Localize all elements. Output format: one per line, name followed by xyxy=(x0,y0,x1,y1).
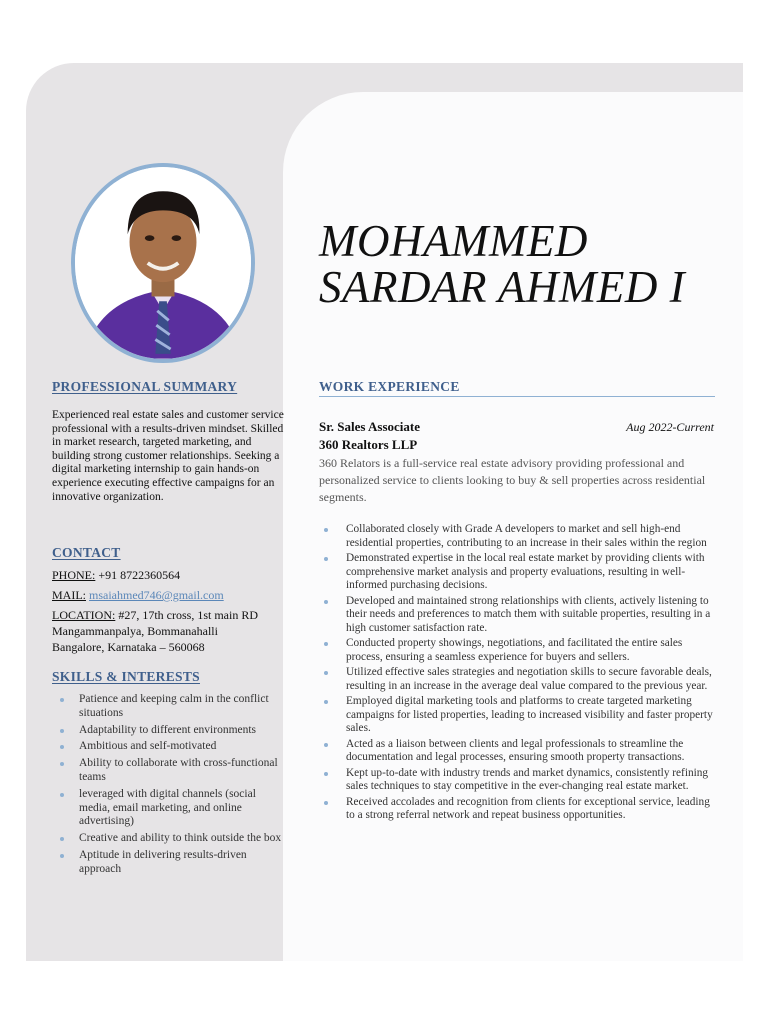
list-item: Received accolades and recognition from clients for exceptional service, leading to a strong referral network and repeat business opportunities. xyxy=(319,796,719,823)
list-item: Acted as a liaison between clients and legal professionals to streamline the documentation and legal processes, ensuring smooth property transactions. xyxy=(319,738,719,765)
name-line-2: SARDAR AHMED I xyxy=(319,262,686,312)
summary-text: Experienced real estate sales and customer service professional with a results-driven mindset. Skilled in market research, targeted marketing, and building strong customer relationships. Seeking a digital marketing internship to gain hands-on experience executing effective campaigns for an innovative organization. xyxy=(52,409,284,503)
location-label: LOCATION: xyxy=(52,608,116,622)
work-experience-heading: WORK EXPERIENCE xyxy=(319,379,460,394)
bullet-icon xyxy=(324,642,328,646)
list-item: Creative and ability to think outside the box xyxy=(52,832,284,846)
bullet-icon xyxy=(60,745,64,749)
candidate-name xyxy=(319,218,739,310)
bullet-icon xyxy=(60,698,64,702)
summary-heading: PROFESSIONAL SUMMARY xyxy=(52,379,238,394)
location-line-1: #27, 17th cross, 1st main RD xyxy=(115,608,258,622)
mail-link[interactable]: msaiahmed746@gmail.com xyxy=(89,588,224,602)
list-item: Utilized effective sales strategies and negotiation skills to secure favorable deals, resulting in an increase in the average deal value compared to the previous year. xyxy=(319,666,719,693)
list-item: Ambitious and self-motivated xyxy=(52,740,284,754)
location-line-3: Bangalore, Karnataka – 560068 xyxy=(52,640,205,654)
name-line-1: MOHAMMED xyxy=(319,216,588,266)
contact-mail xyxy=(52,587,282,603)
bullet-icon xyxy=(324,600,328,604)
contact-phone xyxy=(52,567,282,583)
job-description: 360 Relators is a full-service real estate advisory providing professional and personalized service to clients looking to buy & sell properties across residential segments. xyxy=(319,456,706,504)
list-item: Developed and maintained strong relationships with clients, actively listening to their needs and preferences to match them with suitable properties, resulting in a high customer satisfaction rate. xyxy=(319,595,719,636)
bullet-icon xyxy=(324,700,328,704)
job-date: Aug 2022-Current xyxy=(626,420,714,434)
profile-photo xyxy=(71,163,255,363)
skills-heading: SKILLS & INTERESTS xyxy=(52,669,200,684)
duties-list xyxy=(319,523,719,825)
bullet-icon xyxy=(60,729,64,733)
list-item: leveraged with digital channels (social media, email marketing, and online advertising) xyxy=(52,788,284,829)
list-item: Employed digital marketing tools and platforms to create targeted marketing campaigns for listed properties, leading to increased visibility and faster property sales. xyxy=(319,695,719,736)
bullet-icon xyxy=(324,671,328,675)
contact-heading: CONTACT xyxy=(52,545,121,560)
job-title: Sr. Sales Associate xyxy=(319,419,420,434)
phone-value: +91 8722360564 xyxy=(95,568,181,582)
bullet-icon xyxy=(60,854,64,858)
bullet-icon xyxy=(324,743,328,747)
skills-list xyxy=(52,693,284,880)
contact-location xyxy=(52,607,282,655)
list-item: Ability to collaborate with cross-functional teams xyxy=(52,757,284,785)
mail-label: MAIL: xyxy=(52,588,86,602)
bullet-icon xyxy=(324,801,328,805)
section-divider xyxy=(319,396,715,397)
job-company: 360 Realtors LLP xyxy=(319,437,418,452)
list-item: Aptitude in delivering results-driven approach xyxy=(52,849,284,877)
list-item: Collaborated closely with Grade A developers to market and sell high-end residential properties, contributing to an increase in their sales within the region xyxy=(319,523,719,550)
phone-label: PHONE: xyxy=(52,568,96,582)
bullet-icon xyxy=(324,557,328,561)
bullet-icon xyxy=(60,762,64,766)
list-item: Conducted property showings, negotiations, and facilitated the entire sales process, ensuring a seamless experience for buyers and sellers. xyxy=(319,637,719,664)
list-item: Adaptability to different environments xyxy=(52,724,284,738)
bullet-icon xyxy=(324,528,328,532)
bullet-icon xyxy=(324,772,328,776)
list-item: Demonstrated expertise in the local real estate market by providing clients with comprehensive market analysis and property evaluations, resulting in well-informed purchasing decisions. xyxy=(319,552,719,593)
list-item: Patience and keeping calm in the conflict situations xyxy=(52,693,284,721)
list-item: Kept up-to-date with industry trends and market dynamics, consistently refining sales techniques to stay competitive in the ever-changing real estate market. xyxy=(319,767,719,794)
bullet-icon xyxy=(60,793,64,797)
location-line-2: Mangammanpalya, Bommanahalli xyxy=(52,624,218,638)
bullet-icon xyxy=(60,837,64,841)
